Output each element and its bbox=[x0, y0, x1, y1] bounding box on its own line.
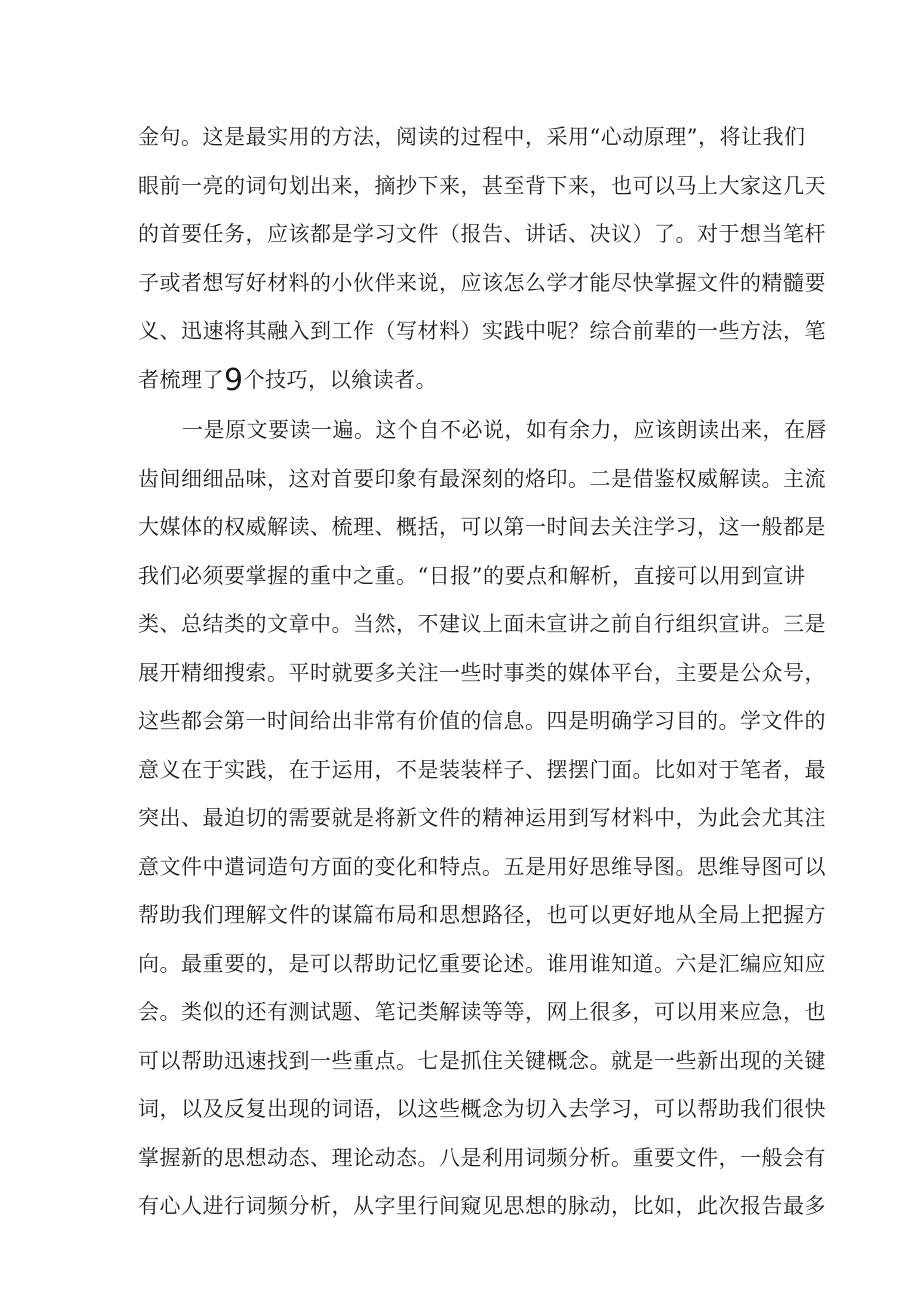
paragraph-line: 帮助我们理解文件的谋篇布局和思想路径，也可以更好地从全局上把握方 bbox=[138, 903, 826, 927]
paragraph-line: 意文件中遣词造句方面的变化和特点。五是用好思维导图。思维导图可以 bbox=[138, 854, 826, 879]
paragraph-line: 齿间细细品味，这对首要印象有最深刻的烙印。二是借鉴权威解读。主流 bbox=[138, 466, 826, 491]
paragraph-line: 义、迅速将其融入到工作（写材料）实践中呢？综合前辈的一些方法，笔 bbox=[138, 319, 826, 343]
paragraph-line: 突出、最迫切的需要就是将新文件的精神运用到写材料中，为此会尤其注 bbox=[138, 806, 826, 830]
paragraph-line: 类、总结类的文章中。当然，不建议上面未宣讲之前自行组织宣讲。三是 bbox=[138, 612, 826, 636]
paragraph-line: 掌握新的思想动态、理论动态。八是利用词频分析。重要文件，一般会有 bbox=[138, 1145, 826, 1170]
paragraph-line: 眼前一亮的词句划出来，摘抄下来，甚至背下来，也可以马上大家这几天 bbox=[138, 173, 826, 198]
paragraph-line: 词，以及反复出现的词语，以这些概念为切入去学习，可以帮助我们很快 bbox=[138, 1097, 826, 1121]
paragraph-line: 可以帮助迅速找到一些重点。七是抓住关键概念。就是一些新出现的关键 bbox=[138, 1048, 826, 1073]
paragraph-last-line bbox=[138, 356, 788, 405]
paragraph-line: 展开精细搜索。平时就要多关注一些时事类的媒体平台，主要是公众号， bbox=[138, 660, 826, 685]
paragraph-line: 会。类似的还有测试题、笔记类解读等等，网上很多，可以用来应急，也 bbox=[138, 1000, 826, 1024]
paragraph-line: 我们必须要掌握的重中之重。“日报”的要点和解析，直接可以用到宣讲 bbox=[138, 563, 806, 588]
paragraph-1 bbox=[138, 113, 826, 404]
line-text-after: 个技巧，以飨读者。 bbox=[243, 367, 438, 392]
paragraph-line: 向。最重要的，是可以帮助记忆重要论述。谁用谁知道。六是汇编应知应 bbox=[138, 951, 826, 976]
line-text-before: 者梳理了 bbox=[138, 367, 224, 392]
paragraph-line: 金句。这是最实用的方法，阅读的过程中，采用“心动原理”，将让我们 bbox=[138, 125, 806, 149]
paragraph-line: 一是原文要读一遍。这个自不必说，如有余力，应该朗读出来，在唇 bbox=[182, 418, 827, 442]
paragraph-line: 大媒体的权威解读、梳理、概括，可以第一时间去关注学习，这一般都是 bbox=[138, 515, 826, 539]
tips-count: 9 bbox=[224, 362, 244, 398]
paragraph-line: 的首要任务，应该都是学习文件（报告、讲话、决议）了。对于想当笔杆 bbox=[138, 222, 826, 246]
paragraph-line: 这些都会第一时间给出非常有价值的信息。四是明确学习目的。学文件的 bbox=[138, 709, 826, 733]
paragraph-line: 子或者想写好材料的小伙伴来说，应该怎么学才能尽快掌握文件的精髓要 bbox=[138, 270, 826, 295]
paragraph-line: 有心人进行词频分析，从字里行间窥见思想的脉动，比如，此次报告最多 bbox=[138, 1194, 826, 1218]
paragraph-line: 意义在于实践，在于运用，不是装装样子、摆摆门面。比如对于笔者，最 bbox=[138, 757, 826, 782]
paragraph-2 bbox=[138, 406, 827, 1231]
